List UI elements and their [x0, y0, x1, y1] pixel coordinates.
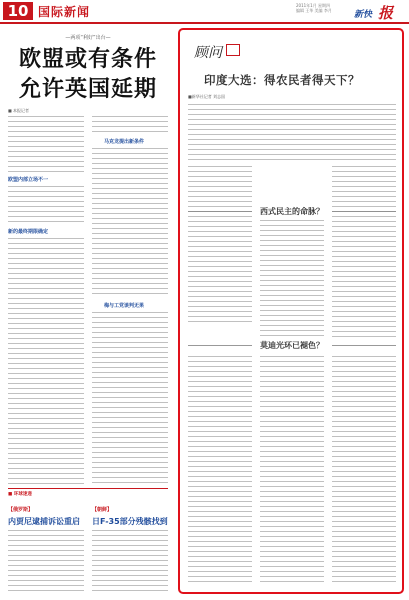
- feature-col-6: [332, 356, 396, 586]
- page-header: [0, 0, 409, 22]
- article-body-col-1: [8, 116, 84, 172]
- page-number: 10: [3, 2, 33, 20]
- subhead-2: 新的最终期限确定: [8, 229, 49, 235]
- feature-col-5: [260, 356, 324, 586]
- brief-right-label: 【朝鲜】: [92, 507, 113, 513]
- headline-line-2: 允许英国延期: [18, 76, 157, 102]
- article-kicker: —两项“利好”出台—: [65, 35, 111, 41]
- headline-line-1: 欧盟或有条件: [18, 46, 157, 72]
- subhead-3: 马克龙提出新条件: [104, 139, 145, 145]
- brief-left-label: 【俄罗斯】: [8, 507, 34, 513]
- article-body-col-2: [92, 116, 168, 134]
- column-mark-frame: [226, 44, 240, 56]
- article-body-col-2c: [92, 312, 168, 484]
- issue-date: 2011年1月 星期四 编辑 王华 美编 李月: [296, 3, 332, 13]
- newspaper-logo: [354, 2, 404, 20]
- feature-title: 印度大选：得农民者得天下？: [204, 73, 360, 87]
- logo-mark: 报: [378, 4, 394, 22]
- column-mark: 顾问: [194, 45, 222, 61]
- feature-col-4: [188, 356, 252, 586]
- article-body-col-1b: [8, 186, 84, 224]
- article-byline: ■ 本报记者: [8, 108, 30, 113]
- feature-lead: [188, 104, 396, 160]
- feature-col-2: [260, 220, 324, 338]
- brief-left-title: 内贾尼逮捕诉讼重启: [8, 517, 80, 526]
- feature-col-1: [188, 166, 252, 326]
- section-title-1: 西式民主的命脉？: [260, 207, 324, 216]
- article-body-col-2b: [92, 148, 168, 298]
- logo-text: 新快: [354, 10, 373, 20]
- section-heading-2: [188, 340, 396, 350]
- briefs-bar: [8, 488, 168, 496]
- subhead-4: 梅与工党谈判无果: [104, 303, 145, 309]
- header-rule: [0, 22, 409, 24]
- feature-col-3: [332, 166, 396, 338]
- section-title: 国际新闻: [38, 5, 91, 19]
- brief-right-body: [92, 530, 168, 592]
- subhead-1: 欧盟内部立场不一: [8, 177, 49, 183]
- section-rule-right: [332, 345, 396, 346]
- briefs-tag: ■ 环球速递: [8, 492, 32, 497]
- article-body-col-1c: [8, 238, 84, 484]
- feature-byline: ■新华社记者 刘志国: [188, 94, 226, 99]
- brief-right-title: 日F-35部分残骸找到: [92, 517, 168, 526]
- section-title-2: 莫迪光环已褪色？: [260, 341, 324, 350]
- feature-box: [178, 28, 404, 594]
- brief-left-body: [8, 530, 84, 592]
- article-headline: [8, 44, 168, 104]
